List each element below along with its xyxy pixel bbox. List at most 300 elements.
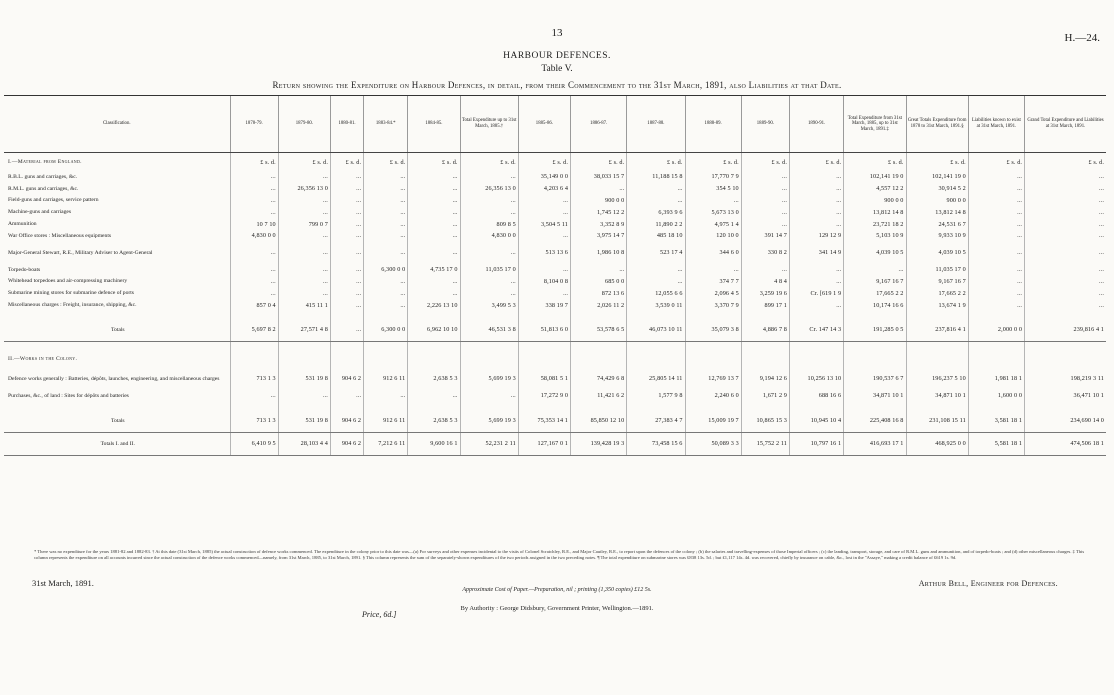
table-cell: ... xyxy=(968,195,1024,207)
table-cell: ... xyxy=(1025,264,1106,276)
table-cell: ... xyxy=(230,264,278,276)
printer-authority: By Authority : George Didsbury, Government Printer, Wellington.—1891. xyxy=(460,605,654,612)
table-cell: ... xyxy=(278,195,330,207)
table-cell xyxy=(741,341,789,350)
column-header: 1886-87. xyxy=(571,96,627,153)
table-cell: ... xyxy=(518,287,570,299)
table-cell: 53,578 6 5 xyxy=(571,319,627,342)
table-cell: 713 1 3 xyxy=(230,410,278,433)
table-cell: ... xyxy=(1025,276,1106,288)
table-cell: 2,638 5 3 xyxy=(408,410,460,433)
table-cell: ... xyxy=(741,183,789,195)
table-cell: 17,665 2 2 xyxy=(906,287,968,299)
table-cell: 4,830 0 0 xyxy=(230,230,278,242)
table-cell xyxy=(230,311,278,319)
table-cell xyxy=(789,311,843,319)
table-cell: 4 8 4 xyxy=(741,276,789,288)
table-cell: 900 0 0 xyxy=(906,195,968,207)
table-cell xyxy=(278,341,330,350)
table-cell: 4,039 10 5 xyxy=(906,242,968,264)
table-cell xyxy=(364,311,408,319)
table-cell: ... xyxy=(364,218,408,230)
table-cell xyxy=(844,350,906,368)
return-description: Return showing the Expenditure on Harbour Defences, in detail, from their Commencement to the 31st March, 1891, also Liabilities at that Date. xyxy=(272,80,842,90)
row-label: Purchases, &c., of land : Sites for dépôts and batteries xyxy=(8,392,129,399)
table-row xyxy=(4,299,1106,311)
table-cell xyxy=(844,341,906,350)
table-cell: 685 0 0 xyxy=(571,276,627,288)
table-cell: 234,690 14 0 xyxy=(1025,410,1106,433)
table-cell: 6,962 10 10 xyxy=(408,319,460,342)
table-cell: 391 14 7 xyxy=(741,230,789,242)
table-cell: ... xyxy=(278,287,330,299)
table-cell: 6,300 0 0 xyxy=(364,319,408,342)
table-cell: ... xyxy=(968,206,1024,218)
table-cell: 2,000 0 0 xyxy=(968,319,1024,342)
column-header: 1879-80. xyxy=(278,96,330,153)
table-cell xyxy=(685,350,741,368)
currency-unit-label: £ s. d. xyxy=(741,153,789,172)
table-cell: 900 0 0 xyxy=(571,195,627,207)
column-header: 1889-90. xyxy=(741,96,789,153)
table-cell: 2,096 4 5 xyxy=(685,287,741,299)
table-cell: ... xyxy=(685,264,741,276)
table-cell: 17,770 7 9 xyxy=(685,171,741,183)
table-cell: ... xyxy=(789,299,843,311)
table-cell xyxy=(906,341,968,350)
table-cell xyxy=(906,350,968,368)
table-cell: 374 7 7 xyxy=(685,276,741,288)
table-cell: ... xyxy=(1025,206,1106,218)
table-cell: 9,600 16 1 xyxy=(408,432,460,455)
row-label: Machine-guns and carriages xyxy=(8,209,72,216)
table-cell: ... xyxy=(968,299,1024,311)
table-cell: ... xyxy=(330,218,363,230)
table-cell: ... xyxy=(230,195,278,207)
column-header-row xyxy=(4,96,1106,153)
table-cell: ... xyxy=(230,183,278,195)
row-label: Whitehead torpedoes and air-compressing machinery xyxy=(8,278,128,285)
spacer-row xyxy=(4,402,1106,410)
table-cell: 10,797 16 1 xyxy=(789,432,843,455)
table-cell: 6,393 9 6 xyxy=(627,206,685,218)
table-cell: 15,752 2 11 xyxy=(741,432,789,455)
table-cell: 3,581 18 1 xyxy=(968,410,1024,433)
table-cell: ... xyxy=(230,242,278,264)
report-date: 31st March, 1891. xyxy=(32,578,94,588)
column-header: 1888-89. xyxy=(685,96,741,153)
table-cell: 1,981 18 1 xyxy=(968,368,1024,390)
table-cell: 8,104 0 8 xyxy=(518,276,570,288)
table-cell: 46,531 3 8 xyxy=(460,319,518,342)
table-cell: ... xyxy=(330,242,363,264)
table-cell xyxy=(685,341,741,350)
table-cell: ... xyxy=(364,276,408,288)
table-cell: ... xyxy=(968,287,1024,299)
table-cell: ... xyxy=(330,264,363,276)
column-header: 1885-86. xyxy=(518,96,570,153)
table-cell xyxy=(571,350,627,368)
table-cell: 900 0 0 xyxy=(844,195,906,207)
table-cell: ... xyxy=(278,206,330,218)
table-row xyxy=(4,183,1106,195)
section-heading-row xyxy=(4,350,1106,368)
table-cell: 5,699 19 3 xyxy=(460,410,518,433)
table-cell: ... xyxy=(230,287,278,299)
table-cell: ... xyxy=(278,276,330,288)
table-cell: 73,458 15 6 xyxy=(627,432,685,455)
table-cell: ... xyxy=(685,195,741,207)
currency-unit-label: £ s. d. xyxy=(460,153,518,172)
table-cell: 354 5 10 xyxy=(685,183,741,195)
table-cell xyxy=(330,402,363,410)
table-cell: Cr. [619 1 9 xyxy=(789,287,843,299)
row-label: R.B.L. guns and carriages, &c. xyxy=(8,173,78,180)
table-cell: ... xyxy=(1025,287,1106,299)
page-number: 13 xyxy=(551,27,563,39)
table-cell: 904 6 2 xyxy=(330,368,363,390)
table-cell: ... xyxy=(518,264,570,276)
table-cell xyxy=(906,402,968,410)
table-cell: ... xyxy=(460,390,518,402)
table-cell: ... xyxy=(408,230,460,242)
table-cell: ... xyxy=(789,171,843,183)
table-cell: 3,539 0 11 xyxy=(627,299,685,311)
table-cell: 38,033 15 7 xyxy=(571,171,627,183)
table-cell: 2,026 11 2 xyxy=(571,299,627,311)
row-label: I.—Material from England. xyxy=(8,159,82,165)
table-cell: 127,167 0 1 xyxy=(518,432,570,455)
table-cell: 24,531 6 7 xyxy=(906,218,968,230)
table-cell: 809 8 5 xyxy=(460,218,518,230)
table-cell: ... xyxy=(789,264,843,276)
table-cell: ... xyxy=(1025,242,1106,264)
table-cell: ... xyxy=(741,195,789,207)
table-cell xyxy=(408,341,460,350)
table-cell: 344 6 0 xyxy=(685,242,741,264)
table-cell: ... xyxy=(968,171,1024,183)
table-cell: 10 7 10 xyxy=(230,218,278,230)
column-header: 1880-81. xyxy=(330,96,363,153)
table-cell: ... xyxy=(278,230,330,242)
table-label: Table V. xyxy=(541,64,573,74)
table-cell: 35,149 0 0 xyxy=(518,171,570,183)
table-cell: ... xyxy=(364,206,408,218)
table-cell: 3,259 19 6 xyxy=(741,287,789,299)
table-cell: 4,557 12 2 xyxy=(844,183,906,195)
currency-unit-label: £ s. d. xyxy=(278,153,330,172)
table-cell: 10,174 16 6 xyxy=(844,299,906,311)
table-cell: 3,504 5 11 xyxy=(518,218,570,230)
table-cell: 912 6 11 xyxy=(364,368,408,390)
table-cell: 4,039 10 5 xyxy=(844,242,906,264)
table-cell: ... xyxy=(460,242,518,264)
table-cell: 7,212 6 11 xyxy=(364,432,408,455)
table-cell: 52,231 2 11 xyxy=(460,432,518,455)
table-cell xyxy=(627,402,685,410)
table-cell: 3,499 5 3 xyxy=(460,299,518,311)
table-cell xyxy=(518,350,570,368)
table-cell: ... xyxy=(460,195,518,207)
table-cell: ... xyxy=(330,276,363,288)
currency-unit-label: £ s. d. xyxy=(844,153,906,172)
currency-unit-label: £ s. d. xyxy=(571,153,627,172)
table-cell: 10,865 15 3 xyxy=(741,410,789,433)
table-row xyxy=(4,218,1106,230)
row-label: War Office stores : Miscellaneous equipments xyxy=(8,232,112,239)
table-cell: ... xyxy=(571,264,627,276)
table-cell: 74,429 6 8 xyxy=(571,368,627,390)
row-label: Field-guns and carriages, service pattern xyxy=(8,197,99,204)
table-cell: 9,933 10 9 xyxy=(906,230,968,242)
table-cell: ... xyxy=(968,242,1024,264)
table-cell xyxy=(408,402,460,410)
table-cell: 341 14 9 xyxy=(789,242,843,264)
page-title: HARBOUR DEFENCES. xyxy=(503,51,611,61)
table-cell: ... xyxy=(330,171,363,183)
table-cell: 35,079 3 8 xyxy=(685,319,741,342)
table-cell xyxy=(460,402,518,410)
table-cell: ... xyxy=(230,206,278,218)
table-cell xyxy=(968,341,1024,350)
table-body xyxy=(4,153,1106,456)
table-cell: 225,408 16 8 xyxy=(844,410,906,433)
table-cell: 2,226 13 10 xyxy=(408,299,460,311)
table-cell xyxy=(408,350,460,368)
table-cell: 1,986 10 8 xyxy=(571,242,627,264)
table-cell xyxy=(330,350,363,368)
table-cell xyxy=(571,402,627,410)
table-cell xyxy=(460,350,518,368)
table-cell: ... xyxy=(1025,299,1106,311)
table-cell xyxy=(230,402,278,410)
table-cell: ... xyxy=(627,195,685,207)
table-cell: 26,356 13 0 xyxy=(460,183,518,195)
table-cell: 120 10 0 xyxy=(685,230,741,242)
column-header: 1884-85. xyxy=(408,96,460,153)
row-label: Torpedo-boats xyxy=(8,266,41,273)
table-cell: ... xyxy=(789,206,843,218)
table-cell xyxy=(685,402,741,410)
table-cell: 4,203 6 4 xyxy=(518,183,570,195)
column-header: Grand Total Expenditure and Liabilities at 31st March, 1891. xyxy=(1025,96,1106,153)
table-cell: 231,108 15 11 xyxy=(906,410,968,433)
table-cell xyxy=(230,350,278,368)
table-cell xyxy=(741,311,789,319)
table-cell xyxy=(278,350,330,368)
table-cell: ... xyxy=(330,299,363,311)
table-cell: ... xyxy=(364,171,408,183)
table-cell: 4,830 0 0 xyxy=(460,230,518,242)
table-cell: ... xyxy=(278,171,330,183)
footnotes: * There was no expenditure for the years 1881-82 and 1882-83. † At this date (31st March, 1885) the actual construction of defence works commenced. The expenditure in the colony prior to this date was—(a) For surveys and other expenses incidental to the visits of Colonel Scratchley, R.E., and Major Cautley, R.E., to report upon the defences of the colony ; (b) the salaries and travelling-expenses of those Imperial officers ; (c) the landing, transport, storage, and care of R.M.L. guns and ammunition, and of torpedo-boats ; and (d) other miscellaneous charges. ‡ This column represents the expenditure on all accounts incurred since the actual construction of the defence works commenced—namely, from 31st March, 1885, to 31st March, 1891. § This column represents the sum of the separately-shown expenditures of the two periods assigned in the two preceding notes. ¶ The total expenditure on submarine stores was £838 13s. 5d. ; but £1,117 14s. 4d. was recovered, chiefly by insurance on cable, &c., lost in the "Assaye," making a credit balance of £619 1s. 9d. xyxy=(34,549,1085,560)
table-row xyxy=(4,242,1106,264)
table-cell: 5,103 10 9 xyxy=(844,230,906,242)
row-label: Ammunition xyxy=(8,221,37,228)
table-cell: ... xyxy=(330,287,363,299)
table-cell: ... xyxy=(627,264,685,276)
table-cell: ... xyxy=(364,242,408,264)
table-cell: 872 13 6 xyxy=(571,287,627,299)
table-row xyxy=(4,230,1106,242)
table-cell: ... xyxy=(330,195,363,207)
row-label: II.—Works in the Colony. xyxy=(8,355,78,362)
table-cell xyxy=(627,350,685,368)
table-cell xyxy=(364,402,408,410)
table-cell: 46,073 10 11 xyxy=(627,319,685,342)
spacer-row xyxy=(4,341,1106,350)
table-cell xyxy=(844,311,906,319)
table-cell xyxy=(741,402,789,410)
table-cell: ... xyxy=(1025,230,1106,242)
table-cell: 75,353 14 1 xyxy=(518,410,570,433)
table-cell: 11,890 2 2 xyxy=(627,218,685,230)
table-cell: ... xyxy=(571,183,627,195)
table-cell: ... xyxy=(408,195,460,207)
table-cell: ... xyxy=(789,183,843,195)
table-cell: 34,871 10 1 xyxy=(906,390,968,402)
table-row xyxy=(4,287,1106,299)
table-cell: ... xyxy=(968,264,1024,276)
table-cell: 85,850 12 10 xyxy=(571,410,627,433)
table-cell: 17,665 2 2 xyxy=(844,287,906,299)
table-cell: 237,816 4 1 xyxy=(906,319,968,342)
table-cell xyxy=(968,350,1024,368)
table-cell: 1,671 2 9 xyxy=(741,390,789,402)
table-cell xyxy=(1025,350,1106,368)
table-cell: 102,141 19 0 xyxy=(906,171,968,183)
table-cell: 27,571 4 8 xyxy=(278,319,330,342)
row-label: Totals I. and II. xyxy=(4,432,230,455)
table-cell: ... xyxy=(789,195,843,207)
table-cell: 12,055 6 6 xyxy=(627,287,685,299)
section-heading-row xyxy=(4,153,1106,172)
table-cell: 9,167 16 7 xyxy=(906,276,968,288)
table-cell: 196,237 5 10 xyxy=(906,368,968,390)
table-cell: ... xyxy=(408,183,460,195)
price: Price, 6d.] xyxy=(362,610,397,619)
table-cell: 6,300 0 0 xyxy=(364,264,408,276)
table-cell: 11,035 17 0 xyxy=(906,264,968,276)
table-cell: 5,673 13 0 xyxy=(685,206,741,218)
currency-unit-label: £ s. d. xyxy=(364,153,408,172)
spacer-row xyxy=(4,311,1106,319)
table-cell xyxy=(364,350,408,368)
row-label: Defence works generally : Batteries, dépôts, launches, engineering, and miscellaneous charges xyxy=(8,375,220,382)
column-header: Great Totals Expenditure from 1878 to 31st March, 1891.§ xyxy=(906,96,968,153)
table-cell xyxy=(408,311,460,319)
table-cell xyxy=(460,341,518,350)
table-cell: ... xyxy=(968,230,1024,242)
column-header: Total Expenditure from 31st March, 1885, up to 31st March, 1891.‡ xyxy=(844,96,906,153)
currency-unit-label: £ s. d. xyxy=(906,153,968,172)
table-cell: ... xyxy=(518,206,570,218)
table-cell: 531 19 8 xyxy=(278,410,330,433)
table-cell: 713 1 3 xyxy=(230,368,278,390)
table-cell: ... xyxy=(364,287,408,299)
totals-row xyxy=(4,410,1106,433)
table-cell xyxy=(789,341,843,350)
table-cell: 6,410 9 5 xyxy=(230,432,278,455)
table-cell: ... xyxy=(408,171,460,183)
table-cell: 13,812 14 8 xyxy=(906,206,968,218)
table-cell xyxy=(1025,402,1106,410)
table-cell: ... xyxy=(968,276,1024,288)
table-cell: ... xyxy=(364,195,408,207)
table-cell xyxy=(518,311,570,319)
table-cell: ... xyxy=(741,206,789,218)
table-cell: ... xyxy=(1025,218,1106,230)
table-cell: 50,089 3 3 xyxy=(685,432,741,455)
table-row xyxy=(4,368,1106,390)
table-row xyxy=(4,171,1106,183)
table-cell: 102,141 19 0 xyxy=(844,171,906,183)
table-cell: 1,600 0 0 xyxy=(968,390,1024,402)
table-cell: 416,693 17 1 xyxy=(844,432,906,455)
signature: Arthur Bell, Engineer for Defences. xyxy=(918,579,1058,588)
column-header: 1887-88. xyxy=(627,96,685,153)
currency-unit-label: £ s. d. xyxy=(627,153,685,172)
table-cell: 9,194 12 6 xyxy=(741,368,789,390)
table-cell xyxy=(278,402,330,410)
table-cell: ... xyxy=(408,390,460,402)
column-header: Total Expenditure up to 31st March, 1885.† xyxy=(460,96,518,153)
table-cell: ... xyxy=(627,183,685,195)
table-cell xyxy=(278,311,330,319)
table-cell: 34,871 10 1 xyxy=(844,390,906,402)
table-cell: 1,745 12 2 xyxy=(571,206,627,218)
table-cell: ... xyxy=(364,390,408,402)
table-cell: ... xyxy=(460,276,518,288)
table-cell: 190,537 6 7 xyxy=(844,368,906,390)
table-cell: 513 13 6 xyxy=(518,242,570,264)
table-cell: 51,813 6 0 xyxy=(518,319,570,342)
table-row xyxy=(4,264,1106,276)
table-cell: ... xyxy=(230,276,278,288)
table-cell: 30,914 5 2 xyxy=(906,183,968,195)
table-cell: ... xyxy=(408,206,460,218)
table-cell: ... xyxy=(741,171,789,183)
table-cell: 2,638 5 3 xyxy=(408,368,460,390)
table-cell: ... xyxy=(627,276,685,288)
table-cell: 330 8 2 xyxy=(741,242,789,264)
table-cell xyxy=(968,311,1024,319)
table-cell: ... xyxy=(789,276,843,288)
row-label: Totals xyxy=(4,319,230,342)
table-cell: 5,697 8 2 xyxy=(230,319,278,342)
column-header: 1878-79. xyxy=(230,96,278,153)
column-header: Liabilities known to exist at 31st March, 1891. xyxy=(968,96,1024,153)
table-cell: 912 6 11 xyxy=(364,410,408,433)
table-cell: 58,081 5 1 xyxy=(518,368,570,390)
column-header: 1883-84.* xyxy=(364,96,408,153)
row-label xyxy=(4,311,230,319)
table-cell: 11,035 17 0 xyxy=(460,264,518,276)
table-cell xyxy=(518,341,570,350)
table-cell: 799 0 7 xyxy=(278,218,330,230)
table-row xyxy=(4,195,1106,207)
table-cell xyxy=(844,402,906,410)
table-cell: ... xyxy=(518,195,570,207)
table-cell: 198,219 3 11 xyxy=(1025,368,1106,390)
table-cell: 17,272 9 0 xyxy=(518,390,570,402)
row-label: Totals xyxy=(4,410,230,433)
table-cell: 485 18 10 xyxy=(627,230,685,242)
table-cell: ... xyxy=(518,230,570,242)
document-reference: H.—24. xyxy=(1064,32,1100,44)
table-cell: 11,188 15 8 xyxy=(627,171,685,183)
table-cell: 904 6 2 xyxy=(330,410,363,433)
